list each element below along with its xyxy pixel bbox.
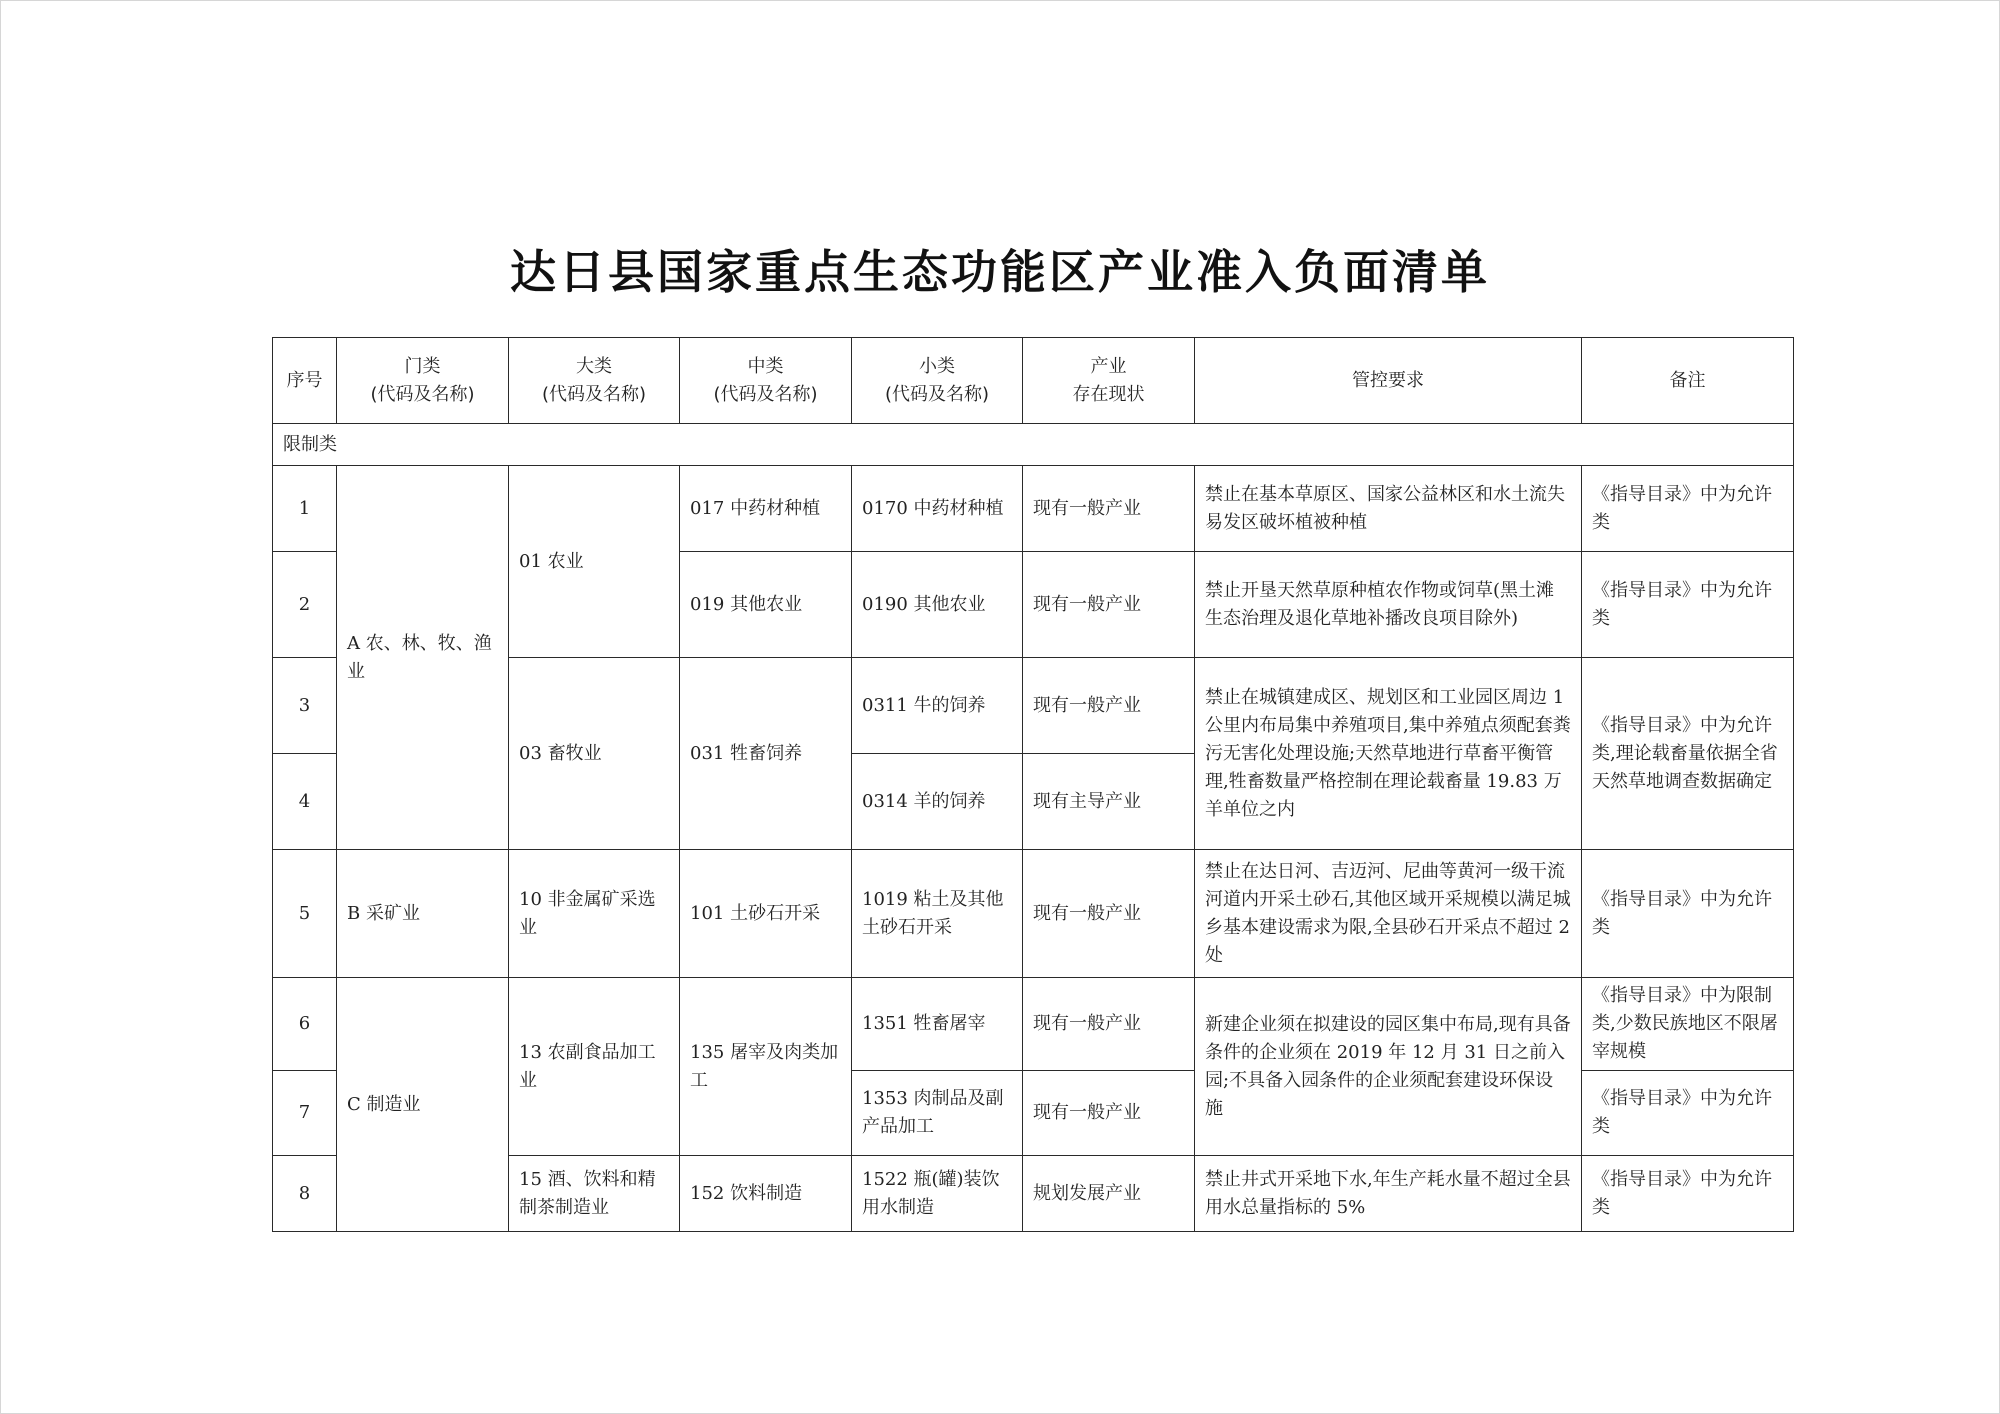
header-zhonglei: 中类 (代码及名称) [680, 338, 852, 424]
cell-xiaolei: 0314 羊的饲养 [852, 754, 1023, 850]
cell-xiaolei: 1353 肉制品及副产品加工 [852, 1071, 1023, 1156]
cell-zhonglei: 152 饮料制造 [680, 1156, 852, 1232]
cell-xiaolei: 1019 粘土及其他土砂石开采 [852, 850, 1023, 978]
header-xiaolei: 小类 (代码及名称) [852, 338, 1023, 424]
cell-seq: 2 [273, 552, 337, 658]
header-note: 备注 [1582, 338, 1794, 424]
cell-note: 《指导目录》中为允许类 [1582, 552, 1794, 658]
header-dalei: 大类 (代码及名称) [509, 338, 680, 424]
cell-xiaolei: 0170 中药材种植 [852, 466, 1023, 552]
page-title: 达日县国家重点生态功能区产业准入负面清单 [510, 245, 1490, 299]
cell-control: 禁止在基本草原区、国家公益林区和水土流失易发区破坏植被种植 [1195, 466, 1582, 552]
header-control: 管控要求 [1195, 338, 1582, 424]
cell-note: 《指导目录》中为允许类 [1582, 1071, 1794, 1156]
cell-xiaolei: 1351 牲畜屠宰 [852, 978, 1023, 1071]
cell-dalei: 15 酒、饮料和精制茶制造业 [509, 1156, 680, 1232]
table-row [273, 850, 1794, 978]
cell-control: 禁止井式开采地下水,年生产耗水量不超过全县用水总量指标的 5% [1195, 1156, 1582, 1232]
cell-dalei: 01 农业 [509, 466, 680, 658]
cell-note: 《指导目录》中为限制类,少数民族地区不限屠宰规模 [1582, 978, 1794, 1071]
cell-xiaolei: 0190 其他农业 [852, 552, 1023, 658]
section-row [273, 424, 1794, 466]
cell-seq: 5 [273, 850, 337, 978]
cell-control: 禁止在达日河、吉迈河、尼曲等黄河一级干流河道内开采土砂石,其他区域开采规模以满足城乡基本建设需求为限,全县砂石开采点不超过 2 处 [1195, 850, 1582, 978]
cell-menlei: B 采矿业 [337, 850, 509, 978]
cell-status: 现有一般产业 [1023, 850, 1195, 978]
cell-status: 现有主导产业 [1023, 754, 1195, 850]
header-seq: 序号 [273, 338, 337, 424]
cell-seq: 3 [273, 658, 337, 754]
cell-note: 《指导目录》中为允许类 [1582, 1156, 1794, 1232]
cell-status: 规划发展产业 [1023, 1156, 1195, 1232]
cell-dalei: 13 农副食品加工业 [509, 978, 680, 1156]
cell-dalei: 10 非金属矿采选业 [509, 850, 680, 978]
cell-seq: 7 [273, 1071, 337, 1156]
cell-seq: 6 [273, 978, 337, 1071]
cell-zhonglei: 101 土砂石开采 [680, 850, 852, 978]
cell-seq: 4 [273, 754, 337, 850]
cell-note: 《指导目录》中为允许类 [1582, 850, 1794, 978]
cell-menlei: A 农、林、牧、渔业 [337, 466, 509, 850]
table-row [273, 466, 1794, 552]
cell-zhonglei: 019 其他农业 [680, 552, 852, 658]
cell-status: 现有一般产业 [1023, 978, 1195, 1071]
cell-control: 禁止在城镇建成区、规划区和工业园区周边 1 公里内布局集中养殖项目,集中养殖点须配套粪污无害化处理设施;天然草地进行草畜平衡管理,牲畜数量严格控制在理论载畜量 19.83 万羊单位之内 [1195, 658, 1582, 850]
cell-dalei: 03 畜牧业 [509, 658, 680, 850]
cell-xiaolei: 1522 瓶(罐)装饮用水制造 [852, 1156, 1023, 1232]
section-label: 限制类 [273, 424, 1794, 466]
negative-list-table [272, 337, 1794, 1232]
cell-control: 新建企业须在拟建设的园区集中布局,现有具备条件的企业须在 2019 年 12 月 31 日之前入园;不具备入园条件的企业须配套建设环保设施 [1195, 978, 1582, 1156]
cell-status: 现有一般产业 [1023, 552, 1195, 658]
cell-note: 《指导目录》中为允许类 [1582, 466, 1794, 552]
cell-note: 《指导目录》中为允许类,理论载畜量依据全省天然草地调查数据确定 [1582, 658, 1794, 850]
cell-zhonglei: 135 屠宰及肉类加工 [680, 978, 852, 1156]
cell-zhonglei: 017 中药材种植 [680, 466, 852, 552]
cell-status: 现有一般产业 [1023, 466, 1195, 552]
cell-status: 现有一般产业 [1023, 1071, 1195, 1156]
header-status: 产业 存在现状 [1023, 338, 1195, 424]
table-row [273, 978, 1794, 1071]
cell-menlei: C 制造业 [337, 978, 509, 1232]
cell-status: 现有一般产业 [1023, 658, 1195, 754]
cell-seq: 1 [273, 466, 337, 552]
table-header-row [273, 338, 1794, 424]
header-menlei: 门类 (代码及名称) [337, 338, 509, 424]
cell-zhonglei: 031 牲畜饲养 [680, 658, 852, 850]
cell-xiaolei: 0311 牛的饲养 [852, 658, 1023, 754]
cell-seq: 8 [273, 1156, 337, 1232]
cell-control: 禁止开垦天然草原种植农作物或饲草(黑土滩生态治理及退化草地补播改良项目除外) [1195, 552, 1582, 658]
